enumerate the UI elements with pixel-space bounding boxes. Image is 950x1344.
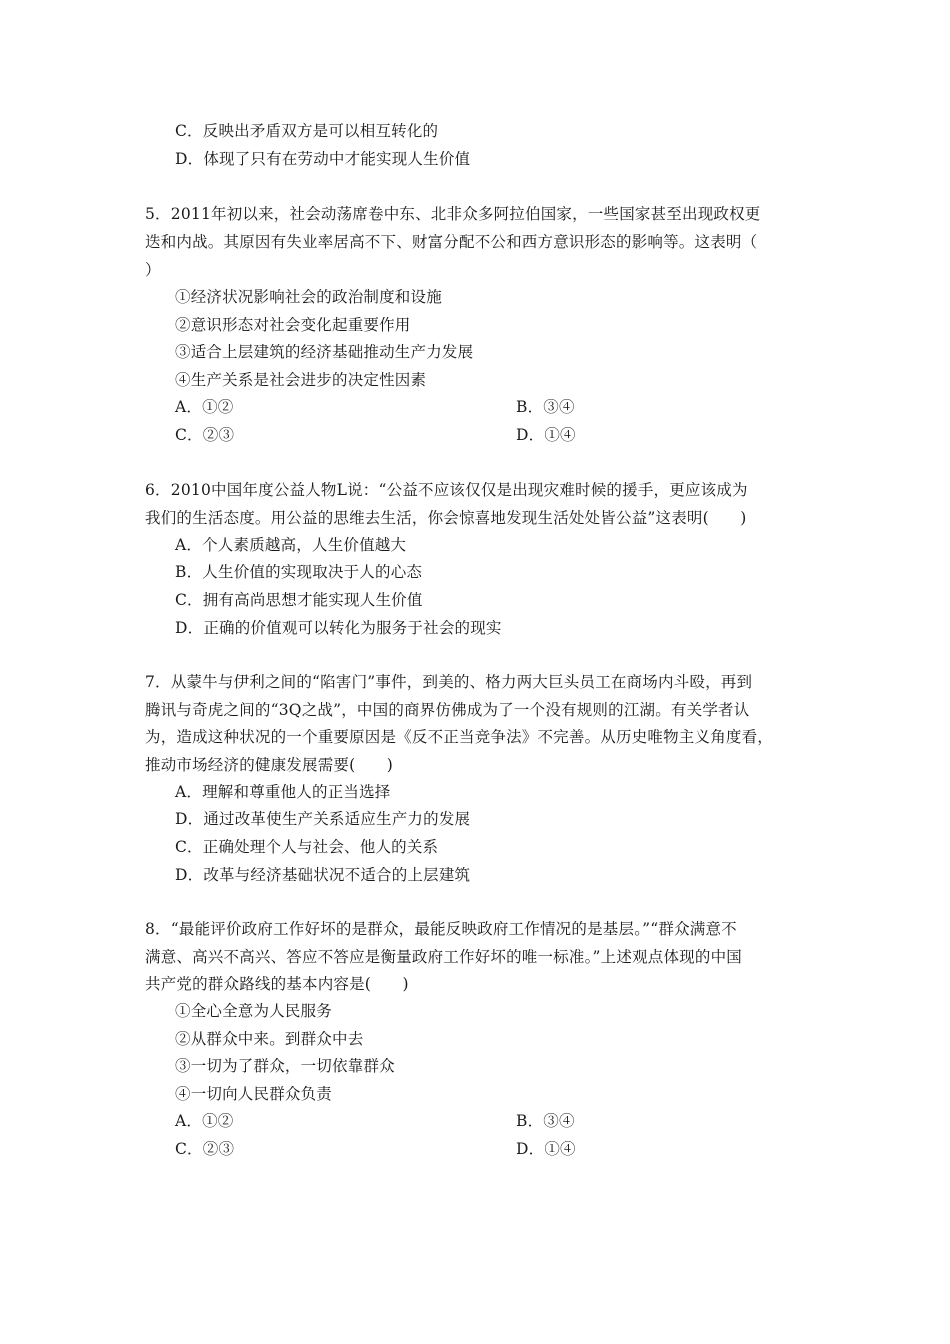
- q7-stem-line-2: 腾讯与奇虎之间的“3Q之战”，中国的商界仿佛成为了一个没有规则的江湖。有关学者认: [145, 701, 750, 719]
- q5-choice-d: D．①④: [516, 426, 576, 444]
- q5-item-1: ①经济状况影响社会的政治制度和设施: [175, 288, 442, 306]
- q7-option-c: C．正确处理个人与社会、他人的关系: [175, 838, 439, 856]
- q7-option-a: A．理解和尊重他人的正当选择: [175, 783, 391, 801]
- q8-choice-a: A．①②: [175, 1112, 234, 1130]
- q7-stem-line-1: 7．从蒙牛与伊利之间的“陷害门”事件，到美的、格力两大巨头员工在商场内斗殴，再到: [145, 673, 753, 691]
- q8-item-3: ③一切为了群众，一切依靠群众: [175, 1057, 395, 1075]
- q8-choice-c: C．②③: [175, 1140, 235, 1158]
- q5-item-4: ④生产关系是社会进步的决定性因素: [175, 371, 427, 389]
- q5-stem-line-3: ）: [145, 261, 161, 279]
- q7-stem-line-3: 为，造成这种状况的一个重要原因是《反不正当竞争法》不完善。从历史唯物主义角度看，: [145, 728, 774, 746]
- q6-option-d: D．正确的价值观可以转化为服务于社会的现实: [175, 619, 502, 637]
- q8-choice-d: D．①④: [516, 1140, 576, 1158]
- q5-choice-c: C．②③: [175, 426, 235, 444]
- q8-stem-line-3: 共产党的群众路线的基本内容是( ): [145, 975, 409, 993]
- q6-option-c: C．拥有高尚思想才能实现人生价值: [175, 591, 423, 609]
- q5-item-2: ②意识形态对社会变化起重要作用: [175, 316, 411, 334]
- q6-stem-line-2: 我们的生活态度。用公益的思维去生活，你会惊喜地发现生活处处皆公益”这表明( ): [145, 509, 747, 527]
- q8-item-1: ①全心全意为人民服务: [175, 1002, 333, 1020]
- q5-item-3: ③适合上层建筑的经济基础推动生产力发展: [175, 343, 474, 361]
- q7-stem-line-4: 推动市场经济的健康发展需要( ): [145, 756, 393, 774]
- q4-option-d: D．体现了只有在劳动中才能实现人生价值: [175, 150, 471, 168]
- q8-item-2: ②从群众中来。到群众中去: [175, 1030, 364, 1048]
- q5-choice-b: B．③④: [516, 398, 575, 416]
- q8-choice-b: B．③④: [516, 1112, 575, 1130]
- q8-stem-line-1: 8．“最能评价政府工作好坏的是群众，最能反映政府工作情况的是基层。”“群众满意不: [145, 920, 737, 938]
- q8-item-4: ④一切向人民群众负责: [175, 1085, 333, 1103]
- q6-option-a: A．个人素质越高，人生价值越大: [175, 536, 407, 554]
- q7-option-d: D．改革与经济基础状况不适合的上层建筑: [175, 866, 471, 884]
- q5-stem-line-1: 5．2011年初以来，社会动荡席卷中东、北非众多阿拉伯国家，一些国家甚至出现政权更: [145, 205, 761, 223]
- q6-option-b: B．人生价值的实现取决于人的心态: [175, 563, 423, 581]
- q5-choice-a: A．①②: [175, 398, 234, 416]
- q8-stem-line-2: 满意、高兴不高兴、答应不答应是衡量政府工作好坏的唯一标准。”上述观点体现的中国: [145, 948, 742, 966]
- q5-stem-line-2: 迭和内战。其原因有失业率居高不下、财富分配不公和西方意识形态的影响等。这表明（: [145, 233, 758, 251]
- q6-stem-line-1: 6．2010中国年度公益人物L说：“公益不应该仅仅是出现灾难时候的援手，更应该成为: [145, 481, 748, 499]
- q7-option-b: D．通过改革使生产关系适应生产力的发展: [175, 810, 471, 828]
- q4-option-c: C．反映出矛盾双方是可以相互转化的: [175, 122, 439, 140]
